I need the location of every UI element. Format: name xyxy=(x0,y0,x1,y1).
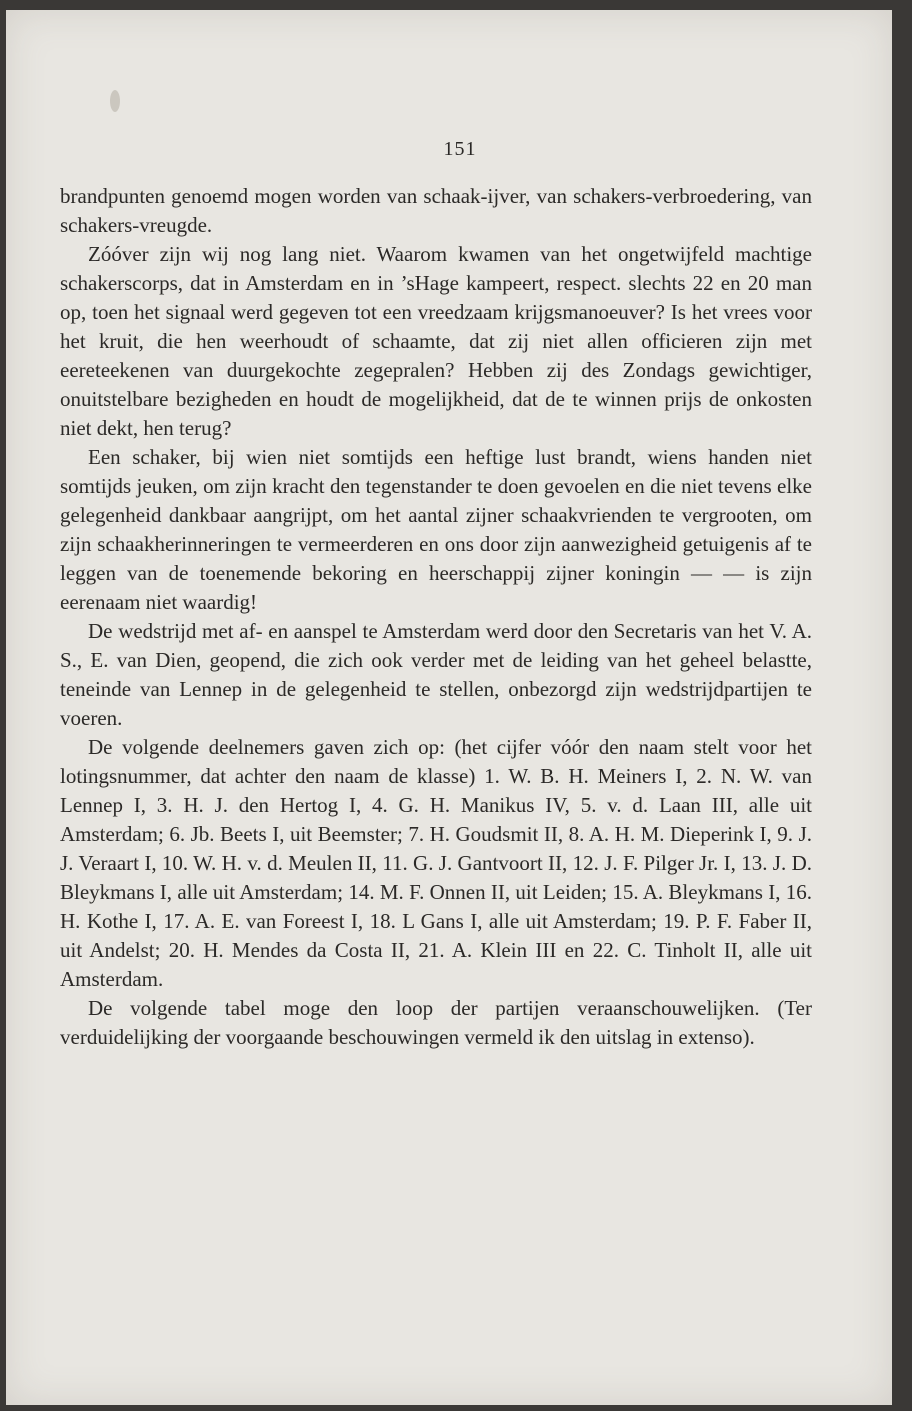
body-text xyxy=(60,182,812,1052)
paragraph-continuation: brandpunten genoemd mogen worden van schaak-ijver, van schakers-verbroedering, van schakers-vreugde. xyxy=(60,184,812,237)
paragraph-een-schaker: Een schaker, bij wien niet somtijds een heftige lust brandt, wiens handen niet somtijds jeuken, om zijn kracht den tegenstander te doen gevoelen en die niet tevens elke gelegenheid dankbaar aangrijpt, om het aantal zijner schaakvrienden te vergrooten, om zijn schaakherinneringen te vermeerderen en ons door zijn aanwezigheid getuigenis af te leggen van de toenemende bekoring en heerschappij zijner koningin — — is zijn eerenaam niet waardig! xyxy=(60,445,812,614)
paragraph-zoover: Zóóver zijn wij nog lang niet. Waarom kwamen van het ongetwijfeld machtige schakerscorps, dat in Amsterdam en in ’sHage kampeert, respect. slechts 22 en 20 man op, toen het signaal werd gegeven tot een vreedzaam krijgsmanoeuver? Is het vrees voor het kruit, die hen weerhoudt of schaamte, dat zij niet allen officieren zijn met eereteekenen van duurgekochte zegepralen? Hebben zij des Zondags gewichtiger, onuitstelbare bezigheden en houdt de mogelijkheid, dat de te winnen prijs de onkosten niet dekt, hen terug? xyxy=(60,242,812,440)
paragraph-deelnemers: De volgende deelnemers gaven zich op: (het cijfer vóór den naam stelt voor het lotingsnummer, dat achter den naam de klasse) 1. W. B. H. Meiners I, 2. N. W. van Lennep I, 3. H. J. den Hertog I, 4. G. H. Manikus IV, 5. v. d. Laan III, alle uit Amsterdam; 6. Jb. Beets I, uit Beemster; 7. H. Goudsmit II, 8. A. H. M. Dieperink I, 9. J. J. Veraart I, 10. W. H. v. d. Meulen II, 11. G. J. Gantvoort II, 12. J. F. Pilger Jr. I, 13. J. D. Bleykmans I, alle uit Amsterdam; 14. M. F. Onnen II, uit Leiden; 15. A. Bleykmans I, 16. H. Kothe I, 17. A. E. van Foreest I, 18. L Gans I, alle uit Amsterdam; 19. P. F. Faber II, uit Andelst; 20. H. Mendes da Costa II, 21. A. Klein III en 22. C. Tinholt II, alle uit Amsterdam. xyxy=(60,735,812,991)
paper-smudge xyxy=(110,90,120,112)
book-page xyxy=(6,10,892,1405)
page-number: 151 xyxy=(443,138,477,160)
paragraph-tabel: De volgende tabel moge den loop der partijen veraanschouwelijken. (Ter verduidelijking der voorgaande beschouwingen vermeld ik den uitslag in extenso). xyxy=(60,996,812,1049)
paragraph-wedstrijd: De wedstrijd met af- en aanspel te Amsterdam werd door den Secretaris van het V. A. S., E. van Dien, geopend, die zich ook verder met de leiding van het geheel belastte, teneinde van Lennep in de gelegenheid te stellen, onbezorgd zijn wedstrijdpartijen te voeren. xyxy=(60,619,812,730)
